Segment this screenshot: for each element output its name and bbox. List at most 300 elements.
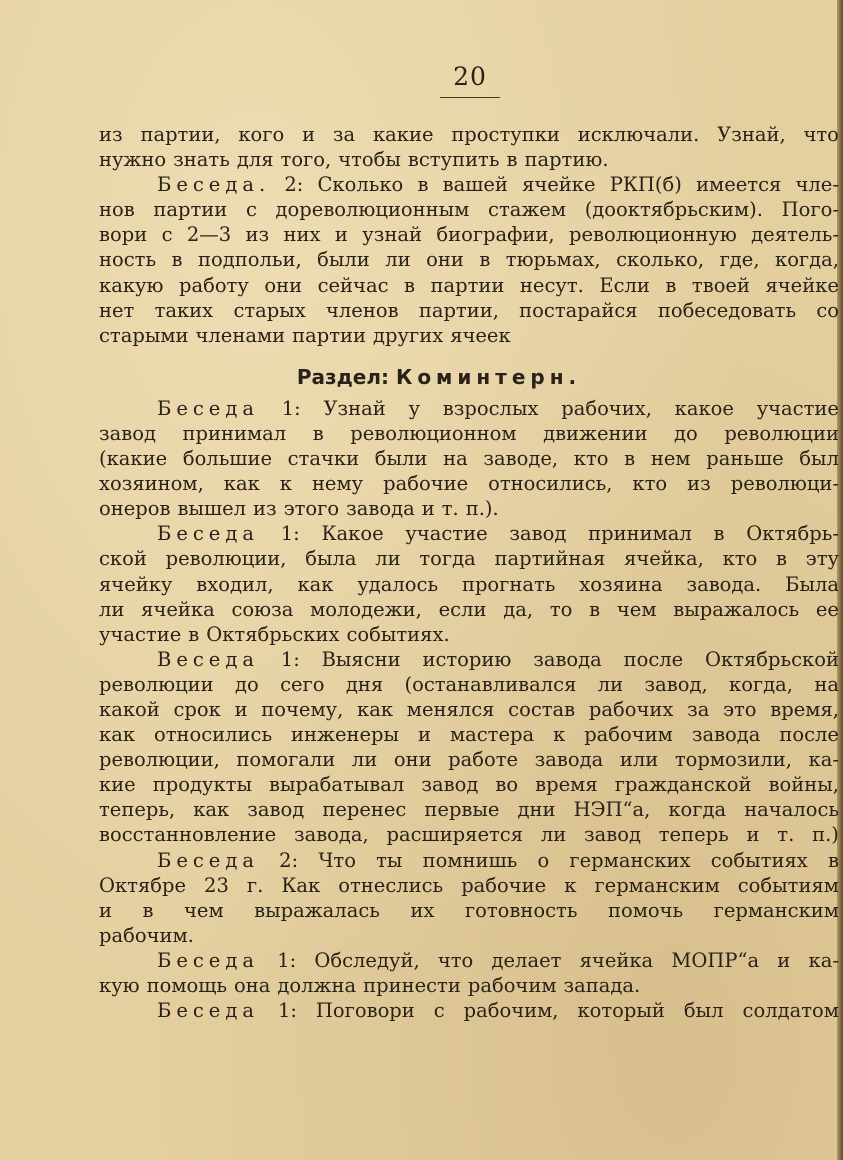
word: рабочим,	[463, 999, 559, 1023]
word: партии	[153, 198, 228, 222]
word: побеседовать	[657, 298, 797, 322]
word: принести	[363, 974, 461, 997]
word: 1:	[280, 647, 300, 671]
conversation-label: Беседа	[157, 948, 259, 972]
word: событиях.	[346, 622, 450, 646]
word: рабочие	[461, 873, 547, 897]
word: менялся	[406, 697, 495, 721]
section-heading-prefix: Раздел:	[296, 364, 389, 389]
word: узнай	[362, 223, 422, 247]
word: Обследуй,	[314, 948, 420, 972]
word: в	[589, 597, 601, 621]
word: германских	[569, 848, 691, 872]
word: когда,	[729, 672, 793, 696]
word: (какие	[99, 447, 168, 471]
conversation-label: Беседа	[157, 522, 259, 546]
word: в	[404, 273, 415, 297]
word: как	[297, 572, 334, 596]
text-line	[99, 496, 839, 521]
word: старых	[233, 298, 306, 322]
word: завода	[534, 748, 604, 772]
word: помогали	[236, 748, 336, 772]
word: за	[332, 123, 356, 146]
word: раньше	[706, 447, 784, 471]
word: их	[410, 898, 435, 922]
word: знать	[173, 148, 230, 172]
word: рабочие	[383, 472, 469, 496]
word: событиях	[710, 848, 808, 872]
word: завод	[509, 522, 567, 546]
word: если	[438, 597, 487, 621]
word: завод	[583, 823, 641, 847]
word: у	[408, 396, 421, 420]
word: за	[687, 697, 710, 721]
text-line	[99, 898, 839, 923]
word: рабочим	[584, 723, 673, 747]
text-line	[99, 521, 839, 546]
word: ячейка	[141, 597, 215, 621]
word: этого	[283, 497, 340, 521]
word: таких	[154, 298, 214, 322]
word: завода	[691, 723, 761, 747]
section-heading-title: Коминтерн.	[395, 364, 582, 389]
word: и	[746, 823, 760, 847]
text-line	[99, 923, 839, 948]
word: готовность	[464, 898, 578, 922]
word: рабочим	[467, 974, 557, 997]
word: кого	[238, 123, 285, 146]
word: исключали.	[577, 123, 700, 146]
text-line	[99, 747, 839, 772]
word: революци-	[730, 472, 839, 496]
word: событиям	[737, 873, 839, 897]
word: вышел	[177, 497, 247, 521]
word: о	[537, 848, 550, 872]
word: хозяина	[579, 572, 663, 596]
word: сейчас	[317, 273, 389, 297]
word: ее	[815, 597, 839, 621]
word: стажем	[488, 198, 567, 222]
word: для	[236, 148, 274, 172]
word: 23	[204, 873, 229, 897]
word: членов	[326, 298, 399, 322]
word: несут.	[519, 273, 584, 297]
body-text	[99, 122, 839, 1023]
word: ли	[375, 547, 401, 571]
word: Сколько	[317, 173, 404, 197]
word: сего	[280, 672, 325, 696]
word: революционном	[350, 421, 517, 445]
word: г.	[246, 873, 264, 897]
word: расширяется	[386, 823, 524, 847]
word: и	[334, 223, 348, 247]
text-line	[99, 298, 839, 323]
word: вашей	[442, 173, 508, 197]
text-line	[99, 797, 839, 822]
word: нет	[99, 298, 135, 322]
word: рабочим.	[99, 923, 194, 947]
word: делает	[491, 948, 562, 972]
text-line	[99, 572, 839, 597]
word: срок	[173, 697, 221, 721]
text-line	[99, 396, 839, 421]
word: партии	[430, 273, 505, 297]
text-line	[99, 998, 839, 1023]
word: старыми	[99, 323, 189, 347]
word: дня	[345, 672, 384, 696]
word: РКП(б)	[609, 173, 682, 197]
word: ячейке	[522, 173, 596, 197]
word: восстанновление	[99, 823, 277, 847]
word: была	[305, 547, 357, 571]
text-line	[99, 323, 839, 348]
word: время	[535, 773, 598, 797]
word: взрослых	[442, 396, 539, 420]
word: ты	[376, 848, 403, 872]
word: завода.	[686, 572, 762, 596]
word: них	[283, 223, 321, 247]
word: ность	[99, 248, 157, 272]
word: выражалась	[254, 898, 380, 922]
text-line	[99, 222, 839, 247]
word: партийная	[494, 547, 606, 571]
word: партию.	[524, 148, 609, 172]
word: со	[816, 298, 839, 322]
word: биографии,	[436, 223, 555, 247]
word: нем	[650, 447, 691, 471]
word: участие	[405, 522, 488, 546]
text-line	[99, 647, 839, 672]
word: Узнай	[323, 396, 386, 420]
word: Как	[281, 873, 321, 897]
word: Октябрьской	[705, 647, 839, 671]
word: постарайся	[519, 298, 638, 322]
word: какие	[372, 123, 434, 146]
word: мастера	[449, 723, 535, 747]
word: ли	[385, 248, 411, 272]
word: как	[99, 723, 136, 747]
word: солдатом	[742, 999, 839, 1023]
word: какую	[99, 273, 164, 297]
word: после	[623, 647, 684, 671]
word: в	[827, 848, 839, 872]
word: отнеслись	[338, 873, 444, 897]
word: до	[234, 672, 259, 696]
word: тормозили,	[674, 748, 792, 772]
word: были	[317, 248, 370, 272]
word: где,	[719, 248, 760, 272]
word: революции	[724, 421, 839, 445]
word: они	[264, 273, 303, 297]
word: Была	[785, 572, 839, 596]
text-line	[99, 122, 839, 147]
word: тюрьмах,	[505, 248, 601, 272]
word: ка-	[808, 948, 839, 972]
word: до	[674, 421, 698, 445]
word: имеется	[696, 173, 782, 197]
word: к	[279, 472, 292, 496]
word: завода,	[293, 823, 369, 847]
word: (останавливался	[404, 672, 577, 696]
word: кую	[99, 974, 140, 997]
text-line	[99, 772, 839, 797]
text-line	[99, 471, 839, 496]
word: к	[553, 723, 566, 747]
word: гражданской	[614, 773, 752, 797]
word: подпольи,	[197, 248, 302, 272]
word: на	[443, 447, 468, 471]
page-number: 20	[453, 62, 487, 91]
word: то	[549, 597, 573, 621]
word: того,	[280, 148, 332, 172]
word: из	[99, 123, 123, 146]
word: молодежи,	[310, 597, 422, 621]
word: германским	[713, 898, 839, 922]
word: помочь	[607, 898, 684, 922]
text-line	[99, 873, 839, 898]
word: был	[799, 447, 839, 471]
word: и	[421, 497, 435, 521]
word: большие	[182, 447, 272, 471]
word: Поговори	[315, 999, 415, 1023]
word: участие	[756, 396, 839, 420]
word: чем	[616, 597, 657, 621]
word: перенес	[322, 798, 407, 822]
word: ли	[351, 748, 378, 772]
text-line	[99, 672, 839, 697]
word: в	[142, 898, 154, 922]
word: на	[814, 672, 839, 696]
word: (дооктябрьским).	[584, 198, 763, 222]
word: помнишь	[422, 848, 518, 872]
word: теперь,	[99, 798, 176, 822]
word: т.	[777, 823, 795, 847]
word: кто	[573, 447, 609, 471]
word: во	[495, 773, 519, 797]
conversation-label: Беседа	[157, 396, 259, 420]
word: ской	[99, 547, 147, 571]
word: в	[665, 273, 677, 297]
word: кто	[632, 472, 668, 496]
word: время,	[770, 697, 839, 721]
word: после	[779, 723, 839, 747]
word: какое	[674, 396, 734, 420]
word: движении	[543, 421, 648, 445]
word: она	[234, 974, 271, 997]
word: 1:	[281, 396, 301, 420]
word: 2:	[279, 848, 299, 872]
text-line	[99, 722, 839, 747]
word: Выясни	[321, 647, 401, 671]
word: в	[188, 622, 200, 646]
word: вырабатывал	[269, 773, 405, 797]
word: союза	[231, 597, 294, 621]
word: Октябрь-	[746, 522, 839, 546]
word: относились	[153, 723, 273, 747]
word: 1:	[277, 999, 297, 1023]
word: когда,	[775, 248, 839, 272]
word: дни	[517, 798, 556, 822]
word: т.	[441, 497, 459, 521]
word: п.).	[465, 497, 499, 521]
conversation-label: Беседа.	[157, 173, 271, 197]
text-line	[99, 822, 839, 847]
text-line	[99, 247, 839, 272]
word: в	[171, 248, 183, 272]
word: должна	[277, 974, 357, 997]
word: ли	[597, 672, 624, 696]
word: участие	[99, 622, 182, 646]
text-line	[99, 697, 839, 722]
word: они	[426, 248, 464, 272]
word: первые	[424, 798, 500, 822]
text-line	[99, 273, 839, 298]
word: революции,	[99, 748, 220, 772]
word: в	[624, 447, 636, 471]
word: проступки	[451, 123, 560, 146]
word: чтобы	[338, 148, 401, 172]
text-line	[99, 848, 839, 873]
word: германским	[594, 873, 720, 897]
text-line	[99, 546, 839, 571]
word: состав	[508, 697, 576, 721]
word: да,	[503, 597, 534, 621]
word: сколько,	[616, 248, 705, 272]
text-line	[99, 172, 839, 197]
word: или	[619, 748, 659, 772]
word: вступить	[407, 148, 500, 172]
word: выражалось	[673, 597, 800, 621]
word: твоей	[691, 273, 750, 297]
word: Узнай,	[717, 123, 786, 146]
word: 1:	[280, 522, 300, 546]
word: какой	[99, 697, 160, 721]
word: Октябрьских	[206, 622, 340, 646]
word: и	[99, 898, 112, 922]
word: завода	[533, 647, 602, 671]
word: завод	[421, 773, 479, 797]
text-line	[99, 973, 839, 998]
word: запада.	[563, 974, 641, 997]
word: ячейке	[765, 273, 839, 297]
word: п.)	[812, 823, 839, 847]
word: как	[193, 798, 230, 822]
word: кто	[722, 547, 758, 571]
word: работу	[178, 273, 249, 297]
word: рабочих,	[561, 396, 652, 420]
word: в	[417, 173, 429, 197]
word: из	[687, 472, 711, 496]
word: из	[245, 223, 270, 247]
word: принимал	[588, 522, 692, 546]
text-line	[99, 597, 839, 622]
text-line	[99, 948, 839, 973]
word: был	[683, 999, 724, 1023]
word: с	[245, 198, 257, 222]
word: почему,	[261, 697, 344, 721]
text-line	[99, 197, 839, 222]
word: ли	[540, 823, 567, 847]
word: ячейка	[579, 948, 654, 972]
word: нов	[99, 198, 135, 222]
word: деятель-	[751, 223, 839, 247]
word: революции,	[165, 547, 287, 571]
section-heading	[99, 348, 839, 396]
word: принимал	[182, 421, 287, 445]
word: в	[776, 547, 788, 571]
word: Пого-	[781, 198, 839, 222]
word: ячейка,	[624, 547, 704, 571]
word: тогда	[419, 547, 476, 571]
word: вори	[99, 223, 148, 247]
word: завода	[346, 497, 415, 521]
word: завод,	[644, 672, 708, 696]
word: онеров	[99, 497, 171, 521]
word: 2—3	[186, 223, 232, 247]
word: когда	[668, 798, 727, 822]
word: и	[234, 697, 248, 721]
word: революционную	[568, 223, 737, 247]
text-line	[99, 622, 839, 647]
word: 1:	[277, 948, 297, 972]
word: с	[161, 223, 173, 247]
word: нему	[311, 472, 364, 496]
word: ячеек	[450, 323, 511, 347]
word: Что	[318, 848, 356, 872]
word: как	[357, 697, 394, 721]
word: в	[479, 248, 491, 272]
word: историю	[422, 647, 512, 671]
word: работе	[448, 748, 519, 772]
word: чем	[184, 898, 224, 922]
word: войны,	[768, 773, 839, 797]
word: рабочих	[588, 697, 674, 721]
page-number-rule	[440, 97, 500, 98]
word: Если	[599, 273, 650, 297]
word: дореволюционным	[275, 198, 470, 222]
word: членами	[195, 323, 286, 347]
word: и	[418, 723, 431, 747]
conversation-label: Беседа	[157, 848, 259, 872]
word: чле-	[795, 173, 839, 197]
word: ли	[99, 597, 125, 621]
word: в	[506, 148, 518, 172]
word: ячейку	[99, 572, 173, 596]
word: 2:	[284, 173, 304, 197]
word: других	[373, 323, 444, 347]
word: эту	[805, 547, 839, 571]
word: помощь	[146, 974, 228, 997]
word: удалось	[357, 572, 439, 596]
word: революции	[99, 672, 214, 696]
word: в	[713, 522, 725, 546]
word: партии,	[418, 298, 499, 322]
conversation-label: Веседа	[157, 647, 259, 671]
word: к	[564, 873, 577, 897]
word: они	[393, 748, 432, 772]
word: относились,	[488, 472, 613, 496]
word: хозяином,	[99, 472, 204, 496]
word: Какое	[321, 522, 384, 546]
word: и	[777, 948, 791, 972]
word: с	[433, 999, 445, 1023]
word: прогнать	[461, 572, 556, 596]
word: что	[803, 123, 839, 146]
word: завод	[99, 421, 156, 445]
word: в	[312, 421, 324, 445]
text-line	[99, 446, 839, 471]
word: это	[723, 697, 757, 721]
